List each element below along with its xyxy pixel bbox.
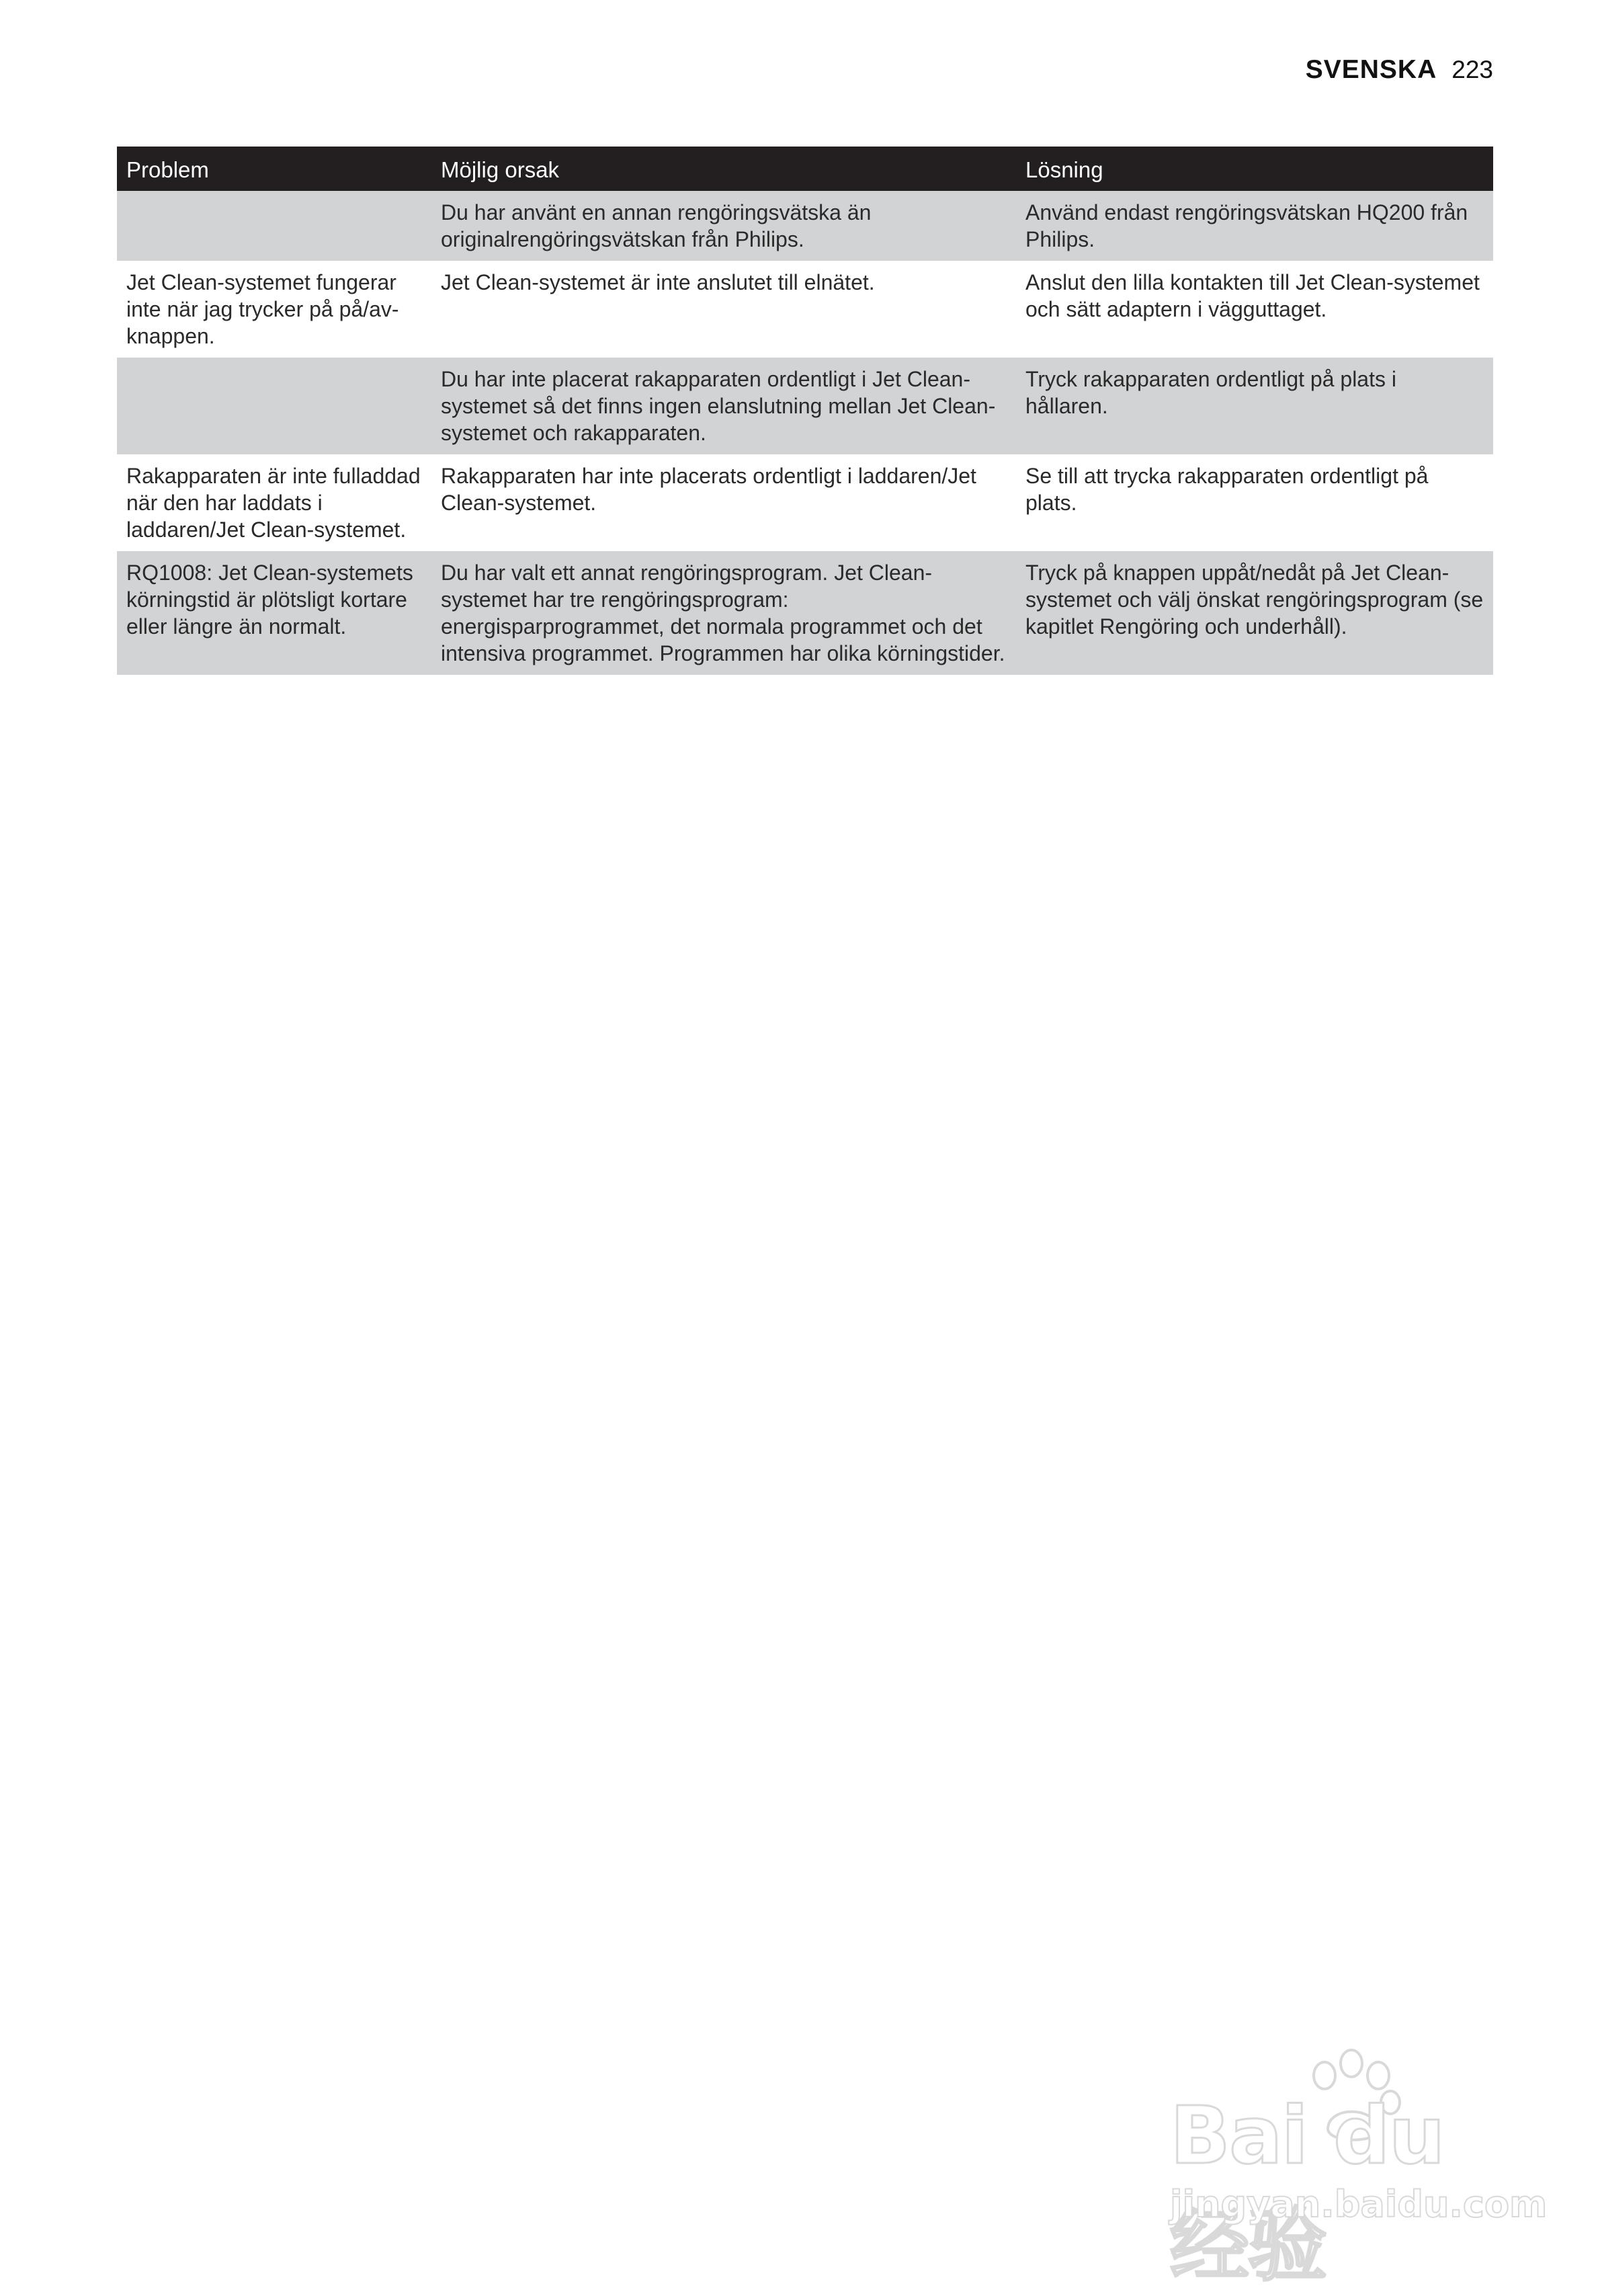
page-number: 223 [1451,56,1493,83]
cause-cell: Du har inte placerat rakapparaten ordentligt i Jet Clean-systemet så det finns ingen elanslutning mellan Jet Clean-systemet och rakapparaten. [431,358,1016,454]
table-row [117,261,1493,358]
watermark-brand: Bai du 经验 [1170,2089,1444,2292]
cause-cell: Rakapparaten har inte placerats ordentligt i laddaren/Jet Clean-systemet. [431,454,1016,551]
problem-cell: RQ1008: Jet Clean-systemets körningstid är plötsligt kortare eller längre än normalt. [117,551,431,675]
table-header-row [117,147,1493,191]
problem-cell: Rakapparaten är inte fulladdad när den har laddats i laddaren/Jet Clean-systemet. [117,454,431,551]
column-header-cause: Möjlig orsak [431,147,1016,191]
table-row [117,191,1493,261]
cause-cell: Du har använt en annan rengöringsvätska än originalrengöringsvätskan från Philips. [431,191,1016,261]
cause-cell: Du har valt ett annat rengöringsprogram. Jet Clean-systemet har tre rengöringsprogram: energisparprogrammet, det normala programmet och det intensiva programmet. Programmen har olika körningstider. [431,551,1016,675]
problem-cell [117,358,431,454]
solution-cell: Tryck på knappen uppåt/nedåt på Jet Clean-systemet och välj önskat rengöringsprogram (se kapitlet Rengöring och underhåll). [1016,551,1493,675]
watermark-url: jingyan.baidu.com [1170,2183,1548,2225]
solution-cell: Anslut den lilla kontakten till Jet Clean-systemet och sätt adaptern i vägguttaget. [1016,261,1493,358]
troubleshooting-table [117,147,1493,675]
cause-cell: Jet Clean-systemet är inte anslutet till elnätet. [431,261,1016,358]
table-row [117,358,1493,454]
problem-cell [117,191,431,261]
solution-cell: Använd endast rengöringsvätskan HQ200 från Philips. [1016,191,1493,261]
language-label: SVENSKA [1305,55,1437,84]
problem-cell: Jet Clean-systemet fungerar inte när jag trycker på på/av-knappen. [117,261,431,358]
solution-cell: Se till att trycka rakapparaten ordentligt på plats. [1016,454,1493,551]
solution-cell: Tryck rakapparaten ordentligt på plats i hållaren. [1016,358,1493,454]
column-header-solution: Lösning [1016,147,1493,191]
column-header-problem: Problem [117,147,431,191]
page-header [1306,55,1493,85]
table-row [117,551,1493,675]
table-row [117,454,1493,551]
baidu-watermark [1143,2049,1548,2292]
